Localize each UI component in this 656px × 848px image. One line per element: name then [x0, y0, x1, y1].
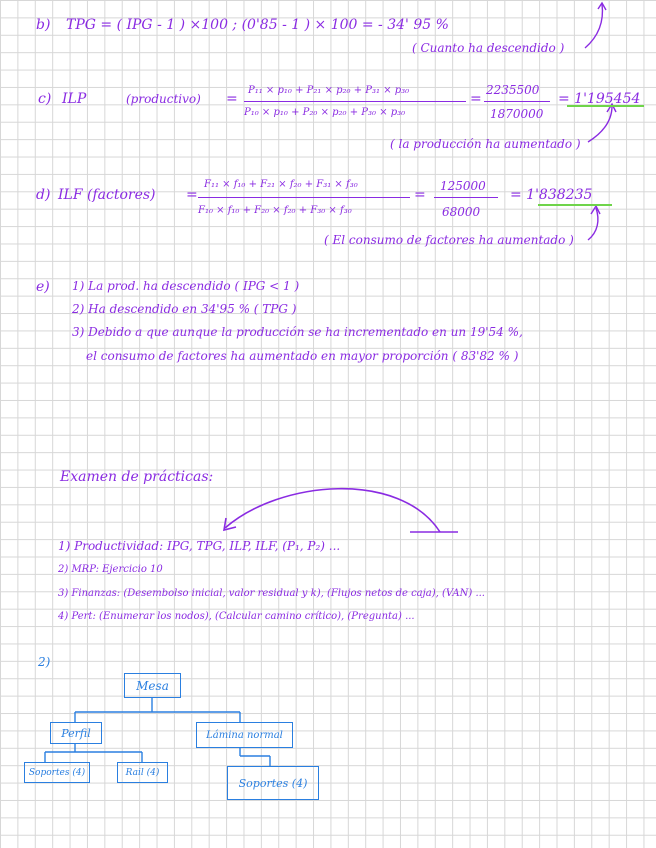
section-c-qualifier: (productivo): [126, 92, 201, 106]
section-d-name: ILF (factores): [58, 187, 156, 203]
section-d-result-den: 68000: [442, 205, 481, 219]
section-c-result-den: 1870000: [490, 107, 544, 121]
section-c-note: ( la producción ha aumentado ): [390, 137, 581, 151]
section-c-numerator: P₁₁ × p₁₀ + P₂₁ × p₂₀ + P₃₁ × p₃₀: [248, 85, 410, 96]
section-d-denominator: F₁₀ × f₁₀ + F₂₀ × f₂₀ + F₃₀ × f₃₀: [198, 205, 352, 216]
tree-label: 2): [38, 655, 51, 669]
section-d-fraction-bar: [198, 197, 410, 198]
tree-node-soportes-b: Soportes (4): [227, 766, 319, 800]
exam-item-1: 1) Productividad: IPG, TPG, ILP, ILF, (P₁, P₂) ...: [58, 539, 341, 553]
tree-node-mesa: Mesa: [124, 673, 181, 698]
section-c-name: ILP: [62, 91, 87, 107]
section-d-eq2: =: [414, 187, 426, 203]
section-d-result-bar: [434, 197, 498, 198]
section-e-label: e): [36, 279, 50, 295]
section-d-label: d): [36, 187, 51, 203]
tree-node-lamina: Lámina normal: [196, 722, 293, 748]
section-c-eq2: =: [470, 91, 482, 107]
section-d-result-num: 125000: [440, 179, 486, 193]
section-c-eq: =: [226, 91, 238, 107]
section-b-label: b): [36, 17, 51, 33]
section-e-item-3: 3) Debido a que aunque la producción se ha incrementado en un 19'54 %,: [72, 325, 523, 339]
section-c-result-num: 2235500: [486, 83, 540, 97]
section-d-eq: =: [186, 187, 198, 203]
section-c-result-bar: [484, 101, 550, 102]
exam-item-3: 3) Finanzas: (Desembolso inicial, valor residual y k), (Flujos netos de caja), (VAN) ...: [58, 588, 485, 599]
exam-item-2: 2) MRP: Ejercicio 10: [58, 564, 163, 575]
tree-node-rail: Rail (4): [117, 762, 168, 783]
section-c-fraction-bar: [244, 101, 466, 102]
section-e-item-4: el consumo de factores ha aumentado en mayor proporción ( 83'82 % ): [86, 349, 519, 363]
section-d-note: ( El consumo de factores ha aumentado ): [324, 233, 574, 247]
section-c-label: c): [38, 91, 52, 107]
section-b-note: ( Cuanto ha descendido ): [412, 41, 565, 55]
section-e-item-2: 2) Ha descendido en 34'95 % ( TPG ): [72, 302, 297, 316]
section-d-numerator: F₁₁ × f₁₀ + F₂₁ × f₂₀ + F₃₁ × f₃₀: [204, 179, 358, 190]
section-c-result: = 1'195454: [558, 91, 641, 107]
section-b-formula: TPG = ( IPG - 1 ) ×100 ; (0'85 - 1 ) × 100 = - 34' 95 %: [66, 17, 449, 33]
section-e-item-1: 1) La prod. ha descendido ( IPG < 1 ): [72, 279, 300, 293]
exam-title: Examen de prácticas:: [60, 469, 214, 485]
tree-node-perfil: Perfil: [50, 722, 102, 744]
section-d-result: = 1'838235: [510, 187, 593, 203]
exam-item-4: 4) Pert: (Enumerar los nodos), (Calcular camino crítico), (Pregunta) ...: [58, 611, 415, 622]
tree-node-soportes-a: Soportes (4): [24, 762, 90, 783]
section-c-denominator: P₁₀ × p₁₀ + P₂₀ × p₂₀ + P₃₀ × p₃₀: [244, 107, 406, 118]
